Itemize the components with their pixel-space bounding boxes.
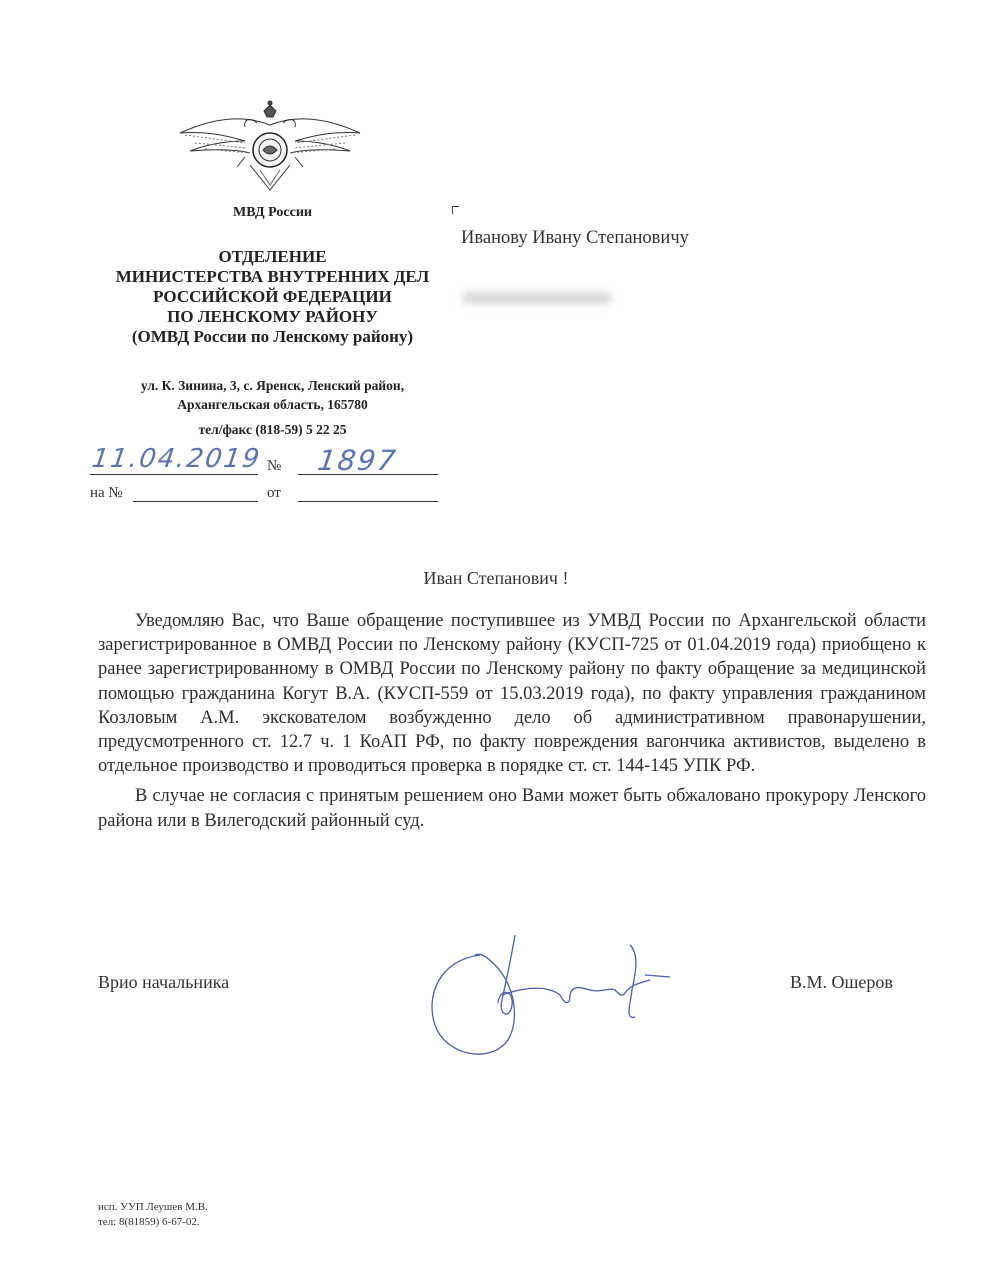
organization-address [90, 376, 455, 414]
signatory-position: Врио начальника [98, 972, 230, 992]
executor-name: исп. УУП Леушев М.В. [98, 1201, 208, 1213]
body-paragraph: В случае не согласия с принятым решением оно Вами может быть обжаловано прокурору Ленского района или в Вилегодский районный суд. [98, 786, 926, 831]
reference-date-line [298, 500, 438, 502]
salutation: Иван Степанович ! [423, 568, 569, 588]
org-line: МИНИСТЕРСТВА ВНУТРЕННИХ ДЕЛ [115, 267, 430, 286]
address-line: ул. К. Зинина, 3, с. Яренск, Ленский район, [140, 378, 405, 393]
recipient-name: Иванову Ивану Степановичу [461, 228, 689, 248]
signatory-name: В.М. Ошеров [790, 972, 893, 992]
executor-phone: тел: 8(81859) 6-67-02. [98, 1216, 200, 1228]
number-label: № [267, 458, 282, 474]
org-line: ОТДЕЛЕНИЕ [218, 247, 327, 266]
org-line: ПО ЛЕНСКОМУ РАЙОНУ [167, 307, 378, 326]
address-line: Архангельская область, 165780 [177, 397, 368, 412]
address-corner-mark [452, 206, 459, 214]
recipient-email-redacted-blur [462, 292, 612, 304]
body-paragraph: Уведомляю Вас, что Ваше обращение поступившее из УМВД России по Архангельской области зарегистрированное в ОМВД России по Ленскому району (КУСП-725 от 01.04.2019 года) приобщено к ранее зарегистрированному в ОМВД России по Ленскому району по факту обращение за медицинской помощью гражданина Когут В.А. (КУСП-559 от 15.03.2019 года), по факту управления гражданином Козловым А.М. экскователом возбужденно дело об административном правонарушении, предусмотренного ст. 12.7 ч. 1 КоАП РФ, по факту повреждения вагончика активистов, выделено в отдельное производство и проводиться проверка в порядке ст. ст. 144-145 УПК РФ. [98, 611, 926, 777]
agency-short-name: МВД России [233, 205, 312, 220]
reference-date-label: от [267, 485, 281, 501]
outgoing-number: 1897 [315, 444, 400, 477]
org-line: (ОМВД России по Ленскому району) [131, 327, 414, 346]
organization-name [90, 247, 455, 347]
handwritten-signature [420, 925, 700, 1065]
letter-body [98, 609, 926, 833]
org-line: РОССИЙСКОЙ ФЕДЕРАЦИИ [153, 287, 392, 306]
outgoing-date: 11.04.2019 [89, 444, 263, 474]
organization-phone: тел/факс (818-59) 5 22 25 [198, 422, 347, 437]
reference-number-line [133, 500, 258, 502]
reference-number-label: на № [90, 485, 123, 501]
mvd-eagle-emblem-icon [175, 95, 365, 195]
executor-info [98, 1200, 208, 1230]
